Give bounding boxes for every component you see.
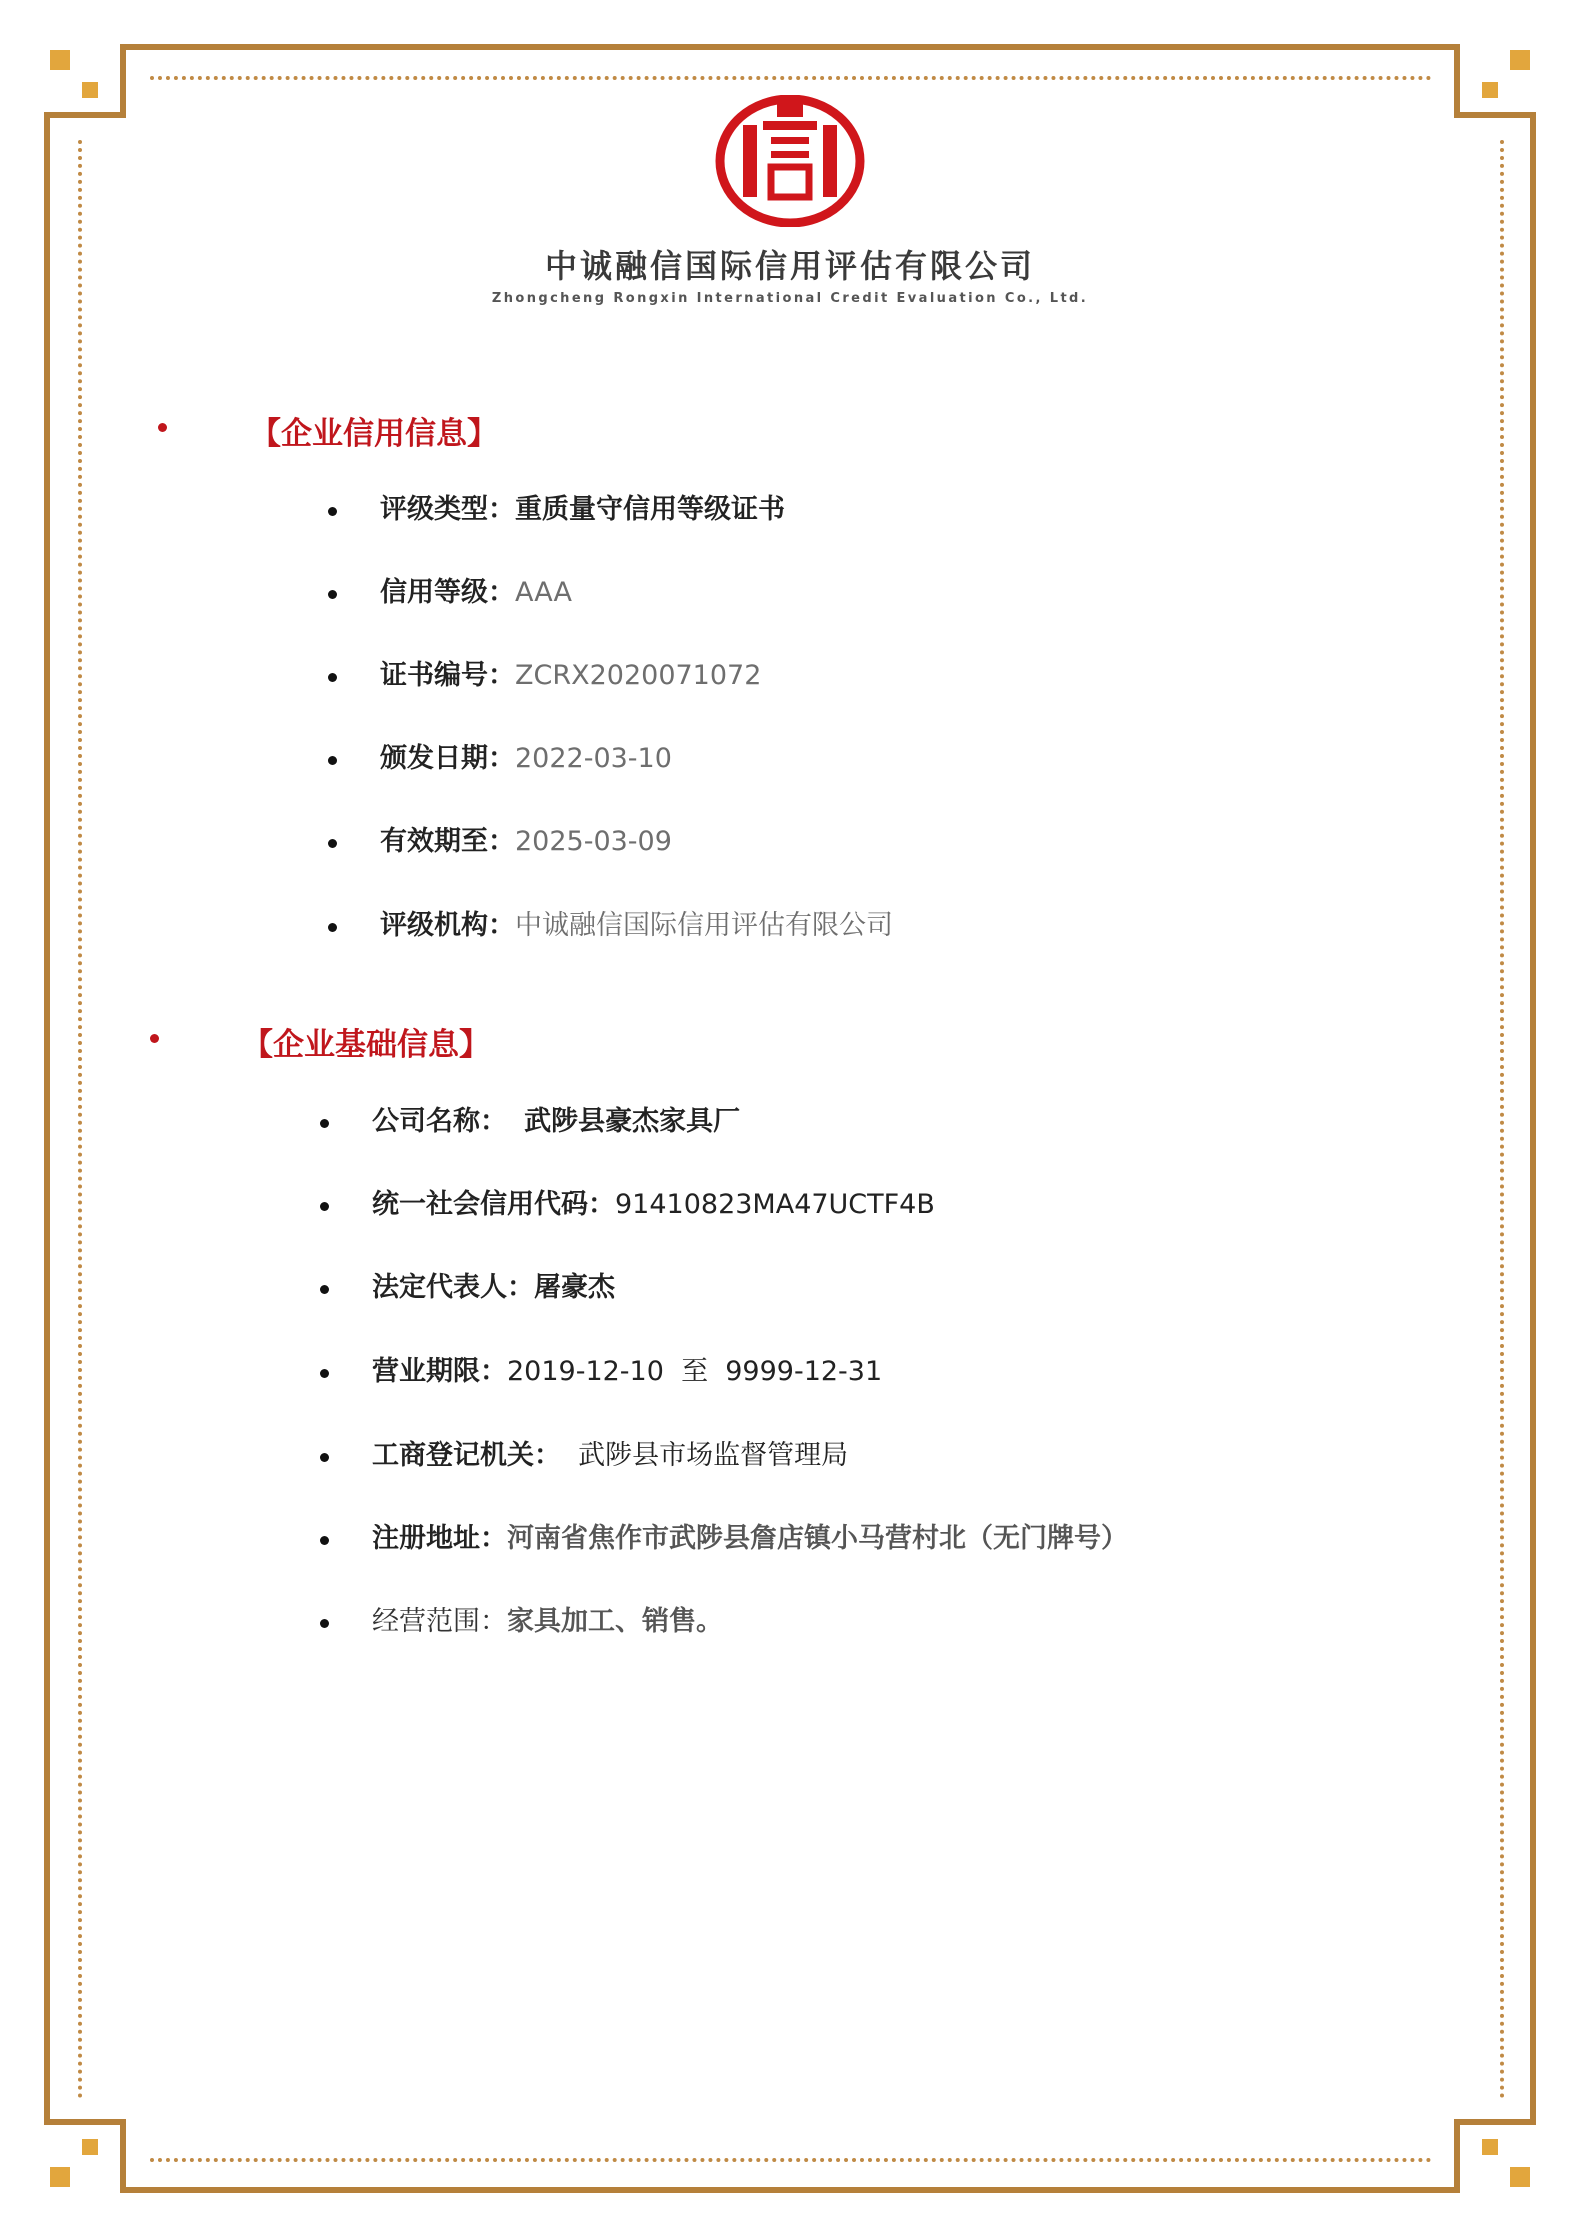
list-item-valid-until	[380, 824, 672, 860]
bullet-icon	[328, 673, 337, 682]
frame-top-line	[125, 44, 1455, 50]
list-item-issue-date	[380, 741, 672, 777]
list-item-company-name	[372, 1104, 740, 1140]
frame-bottom-dots	[150, 2158, 1432, 2162]
company-name-en: Zhongcheng Rongxin International Credit Evaluation Co., Ltd.	[491, 291, 1089, 306]
corner-square-bl-2	[82, 2139, 98, 2155]
item-label: 营业期限：	[372, 1356, 507, 1387]
bullet-icon	[320, 1453, 329, 1462]
list-item-credit-level	[380, 575, 572, 611]
item-value: 中诚融信国际信用评估有限公司	[515, 910, 893, 941]
credit-section-title: 【企业信用信息】	[250, 416, 498, 452]
corner-square-tr-1	[1510, 50, 1530, 70]
item-label: 评级机构：	[380, 910, 515, 941]
frame-left-dots	[78, 140, 82, 2100]
xin-seal-icon	[715, 95, 865, 227]
frame-corner-br-h	[1454, 2119, 1536, 2125]
item-value: 重质量守信用等级证书	[515, 494, 785, 525]
bullet-icon	[320, 1119, 329, 1128]
bullet-icon	[328, 756, 337, 765]
list-item-registration-authority	[372, 1438, 848, 1474]
corner-square-br-2	[1482, 2139, 1498, 2155]
item-label: 证书编号：	[380, 660, 515, 691]
bullet-icon	[320, 1536, 329, 1545]
basic-section-heading	[242, 1019, 490, 1064]
company-name-cn: 中诚融信国际信用评估有限公司	[544, 247, 1035, 285]
list-item-registered-address	[372, 1521, 1128, 1557]
item-value: 屠豪杰	[534, 1272, 615, 1303]
item-value: ZCRX2020071072	[515, 660, 762, 691]
list-item-rating-agency	[380, 908, 893, 944]
bullet-icon	[328, 507, 337, 516]
item-label: 有效期至：	[380, 826, 515, 857]
item-label: 评级类型：	[380, 494, 515, 525]
item-label: 公司名称：	[372, 1106, 507, 1137]
item-value: 2022-03-10	[515, 743, 672, 774]
item-label: 工商登记机关：	[372, 1440, 561, 1471]
bullet-icon	[328, 590, 337, 599]
item-label: 法定代表人：	[372, 1272, 534, 1303]
frame-right-line	[1530, 118, 1536, 2120]
heading-bullet-icon	[150, 1034, 159, 1043]
item-value: 91410823MA47UCTF4B	[615, 1189, 935, 1220]
frame-corner-bl-h	[44, 2119, 126, 2125]
frame-right-dots	[1500, 140, 1504, 2100]
item-label: 信用等级：	[380, 577, 515, 608]
list-item-legal-representative	[372, 1270, 615, 1306]
item-label: 经营范围：	[372, 1606, 507, 1637]
item-label: 颁发日期：	[380, 743, 515, 774]
list-item-rating-type	[380, 492, 785, 528]
item-value: 武陟县市场监督管理局	[578, 1440, 849, 1471]
frame-bottom-line	[125, 2187, 1455, 2193]
list-item-credit-code	[372, 1187, 935, 1223]
corner-square-bl-1	[50, 2167, 70, 2187]
item-value: AAA	[515, 577, 572, 608]
item-value: 家具加工、销售。	[507, 1606, 723, 1637]
item-value: 2019-12-10 至 9999-12-31	[507, 1356, 883, 1387]
item-label: 统一社会信用代码：	[372, 1189, 615, 1220]
item-value: 2025-03-09	[515, 826, 672, 857]
bullet-icon	[320, 1202, 329, 1211]
corner-square-tl-1	[50, 50, 70, 70]
basic-section-title: 【企业基础信息】	[242, 1027, 490, 1063]
list-item-business-term	[372, 1354, 882, 1390]
frame-left-line	[44, 118, 50, 2120]
list-item-business-scope	[372, 1604, 723, 1640]
corner-square-br-1	[1510, 2167, 1530, 2187]
bullet-icon	[328, 839, 337, 848]
bullet-icon	[320, 1369, 329, 1378]
company-logo	[0, 95, 1580, 306]
list-item-certificate-number	[380, 658, 761, 694]
credit-section-heading	[250, 408, 498, 453]
bullet-icon	[320, 1285, 329, 1294]
item-value: 河南省焦作市武陟县詹店镇小马营村北（无门牌号）	[507, 1523, 1128, 1554]
frame-corner-br-v	[1454, 2119, 1460, 2193]
frame-corner-bl-v	[120, 2119, 126, 2193]
item-value: 武陟县豪杰家具厂	[524, 1106, 741, 1137]
frame-top-dots	[150, 76, 1432, 80]
item-label: 注册地址：	[372, 1523, 507, 1554]
heading-bullet-icon	[158, 423, 167, 432]
bullet-icon	[328, 923, 337, 932]
bullet-icon	[320, 1619, 329, 1628]
